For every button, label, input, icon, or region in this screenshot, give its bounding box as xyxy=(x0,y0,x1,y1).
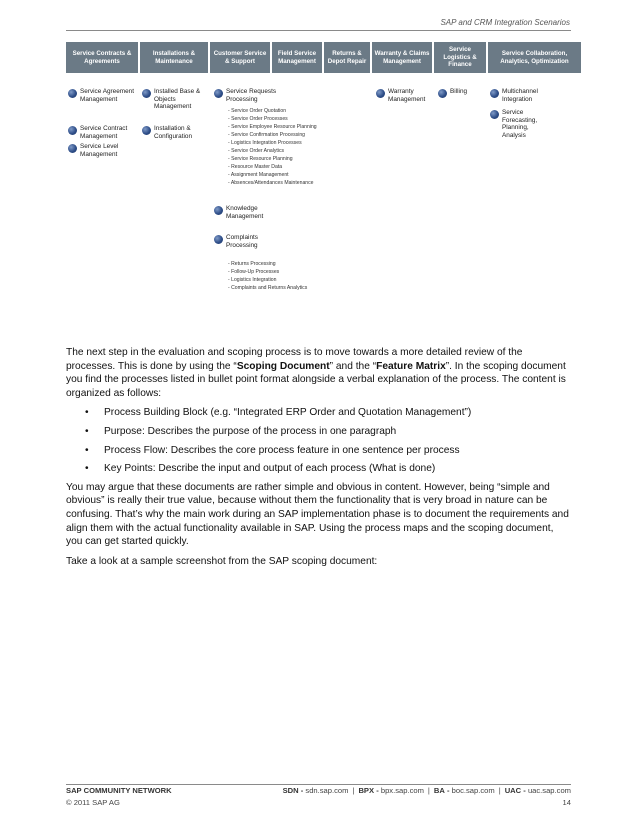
bullet-icon: • xyxy=(85,407,89,419)
content-structure-list xyxy=(66,406,571,475)
bullet-icon: • xyxy=(85,425,89,437)
node-service-agreement-management: Service Agreement Management xyxy=(68,88,138,103)
node-warranty-management: Warranty Management xyxy=(376,88,436,103)
node-bullet-icon xyxy=(142,89,151,98)
node-complaints-processing: Complaints Processing xyxy=(214,234,284,249)
page-header-title: SAP and CRM Integration Scenarios xyxy=(440,18,570,27)
emphasis-scoping-document: Scoping Document xyxy=(236,360,330,372)
header-rule xyxy=(66,30,571,31)
footer-link-sdn[interactable]: SDN - sdn.sap.com xyxy=(282,786,349,795)
footer-separator: | xyxy=(498,786,501,795)
list-item: • Process Flow: Describes the core process feature in one sentence per process xyxy=(85,444,460,456)
list-item: • Process Building Block (e.g. “Integrated ERP Order and Quotation Management”) xyxy=(85,407,472,419)
paragraph-intro: The next step in the evaluation and scoping process is to move towards a more detailed review of the processes. This is done by using the “Scoping Document” and the “Feature Matrix”. In the scoping document you find the processes listed in bullet point format alongside a verbal explanation of the process. The content is organized as follows: xyxy=(66,347,566,399)
sub-process-item: - Service Order Quotation xyxy=(228,108,287,114)
node-bullet-icon xyxy=(68,126,77,135)
footer-links xyxy=(283,786,571,795)
category-field-service: Field Service Management xyxy=(272,42,322,73)
category-service-collaboration: Service Collaboration, Analytics, Optimization xyxy=(488,42,581,73)
list-item: • Key Points: Describe the input and output of each process (What is done) xyxy=(85,463,436,475)
footer-link-ba[interactable]: BA - boc.sap.com xyxy=(433,786,495,795)
category-service-contracts: Service Contracts & Agreements xyxy=(66,42,138,73)
sub-process-item: - Absences/Attendances Maintenance xyxy=(228,180,314,186)
footer-link-uac[interactable]: UAC - uac.sap.com xyxy=(504,786,571,795)
footer-link-bpx[interactable]: BPX - bpx.sap.com xyxy=(358,786,424,795)
category-installations: Installations & Maintenance xyxy=(140,42,208,73)
node-bullet-icon xyxy=(214,89,223,98)
node-bullet-icon xyxy=(214,235,223,244)
sub-process-item: - Resource Master Data xyxy=(228,164,283,170)
node-service-level-management: Service Level Management xyxy=(68,143,138,158)
node-bullet-icon xyxy=(68,89,77,98)
footer-rule xyxy=(66,784,571,785)
page-number: 14 xyxy=(562,798,571,807)
category-service-logistics: Service Logistics & Finance xyxy=(434,42,486,73)
sub-process-item: - Logistics Integration xyxy=(228,277,277,283)
complaints-sub-list xyxy=(228,260,307,292)
body-text xyxy=(66,346,571,574)
footer-copyright: © 2011 SAP AG xyxy=(66,798,120,807)
sub-process-item: - Complaints and Returns Analytics xyxy=(228,285,308,291)
node-bullet-icon xyxy=(214,206,223,215)
node-bullet-icon xyxy=(142,126,151,135)
service-requests-sub-list xyxy=(228,107,317,187)
footer-brand: SAP COMMUNITY NETWORK xyxy=(66,786,172,795)
sub-process-item: - Follow-Up Processes xyxy=(228,269,280,275)
node-billing: Billing xyxy=(438,88,486,98)
node-service-forecasting: Service Forecasting, Planning, Analysis xyxy=(490,109,552,139)
footer-separator: | xyxy=(427,786,430,795)
sub-process-item: - Logistics Integration Processes xyxy=(228,140,302,146)
sub-process-item: - Returns Processing xyxy=(228,261,276,267)
category-customer-service: Customer Service & Support xyxy=(210,42,270,73)
node-bullet-icon xyxy=(376,89,385,98)
node-bullet-icon xyxy=(490,110,499,119)
paragraph-argument: You may argue that these documents are rather simple and obvious in content. However, being “simple and obvious” is really their true value, because without them the functionality that is very broad in nature can be confusing. That’s why the main work during an SAP implementation phase is to document the requirements and align them with the actual functionality available in SAP. Using the process maps and the scoping document, you can get started quickly. xyxy=(66,481,569,548)
sub-process-item: - Service Employee Resource Planning xyxy=(228,124,317,130)
node-knowledge-management: Knowledge Management xyxy=(214,205,284,220)
category-warranty: Warranty & Claims Management xyxy=(372,42,432,73)
category-returns: Returns & Depot Repair xyxy=(324,42,370,73)
service-process-map-diagram xyxy=(66,42,581,306)
sub-process-item: - Assignment Management xyxy=(228,172,289,178)
sub-process-item: - Service Confirmation Processing xyxy=(228,132,306,138)
sub-process-item: - Service Order Processes xyxy=(228,116,288,122)
node-bullet-icon xyxy=(438,89,447,98)
node-bullet-icon xyxy=(490,89,499,98)
node-installation-configuration: Installation & Configuration xyxy=(142,125,210,140)
bullet-icon: • xyxy=(85,463,89,475)
bullet-icon: • xyxy=(85,444,89,456)
emphasis-feature-matrix: Feature Matrix xyxy=(376,360,446,372)
sub-process-item: - Service Order Analytics xyxy=(228,148,285,154)
node-bullet-icon xyxy=(68,144,77,153)
sub-process-item: - Service Resource Planning xyxy=(228,156,293,162)
footer-separator: | xyxy=(352,786,355,795)
list-item: • Purpose: Describes the purpose of the process in one paragraph xyxy=(85,425,397,437)
node-installed-base-management: Installed Base & Objects Management xyxy=(142,88,210,111)
paragraph-sample-intro: Take a look at a sample screenshot from the SAP scoping document: xyxy=(66,555,378,567)
node-service-requests-processing: Service Requests Processing xyxy=(214,88,294,103)
node-service-contract-management: Service Contract Management xyxy=(68,125,140,140)
node-multichannel-integration: Multichannel Integration xyxy=(490,88,560,103)
